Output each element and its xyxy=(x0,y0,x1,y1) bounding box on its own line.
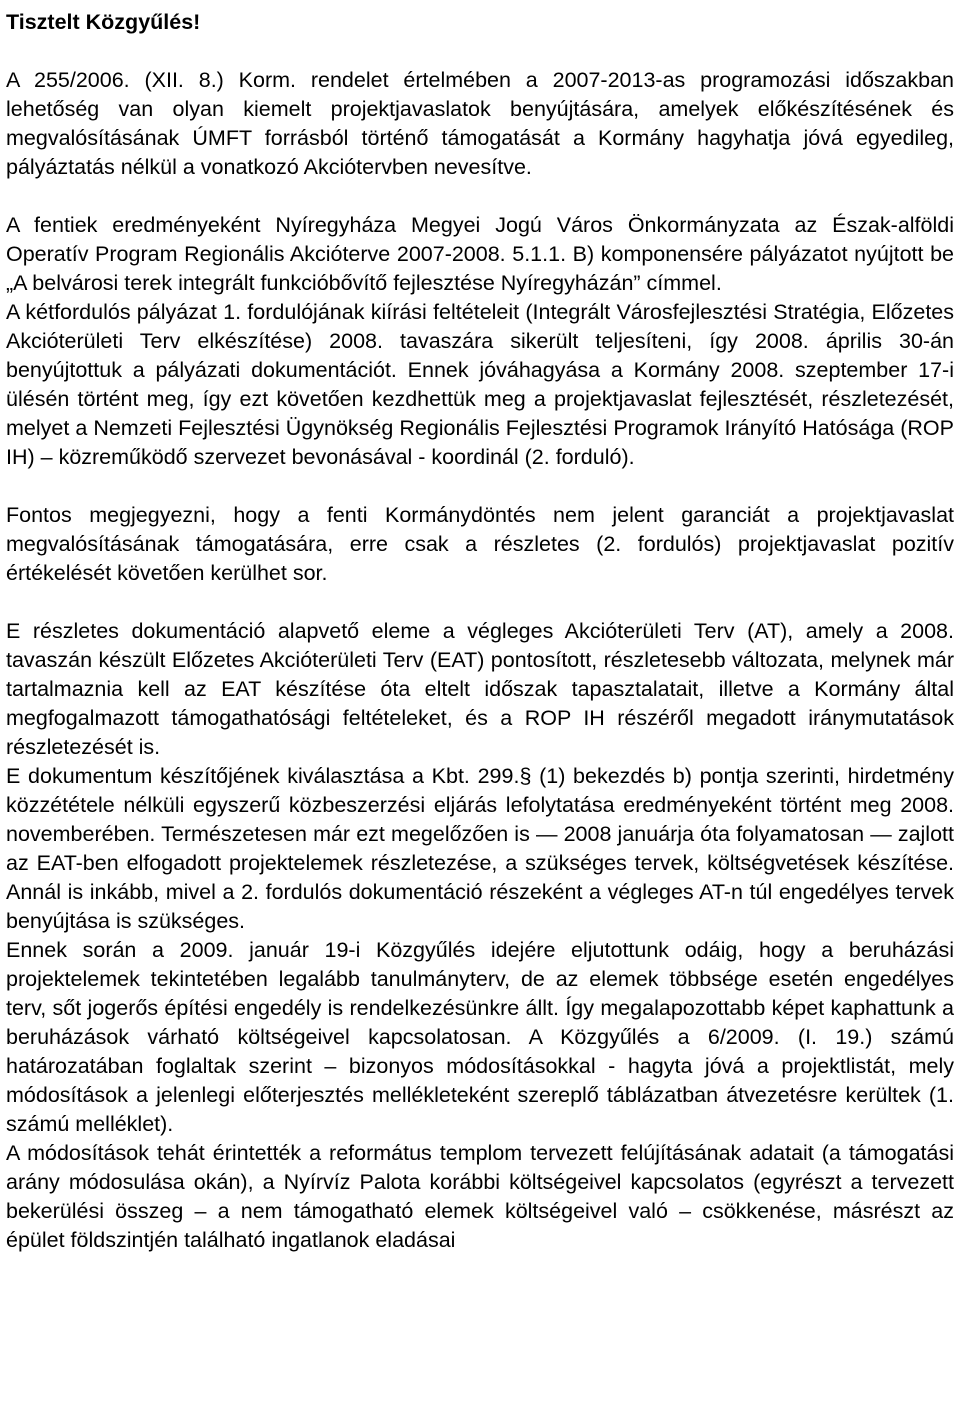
paragraph-spacer xyxy=(6,588,954,617)
paragraph-two-round-tender: A kétfordulós pályázat 1. fordulójának kiírási feltételeit (Integrált Városfejlesztési Stratégia, Előzetes Akcióterületi Terv elkészítése) 2008. tavaszára sikerült teljesíteni, így 2008. április 30-án benyújtottuk a pályázati dokumentációt. Ennek jóváhagyása a Kormány 2008. szeptember 17-i ülésén történt meg, így ezt követően kezdhettük meg a projektjavaslat fejlesztését, részletezését, melyet a Nemzeti Fejlesztési Ügynökség Regionális Fejlesztési Programok Irányító Hatósága (ROP IH) – közreműködő szervezet bevonásával - koordinál (2. forduló). xyxy=(6,300,954,469)
paragraph-regulation: A 255/2006. (XII. 8.) Korm. rendelet értelmében a 2007-2013-as programozási időszakban lehetőség van olyan kiemelt projektjavaslatok benyújtására, amelyek előkészítésének és megvalósításának ÚMFT forrásból történő támogatását a Kormány hagyhatja jóvá egyedileg, pályáztatás nélkül a vonatkozó Akciótervben nevesítve. xyxy=(6,68,954,179)
paragraph-action-area-plan: E részletes dokumentáció alapvető eleme a végleges Akcióterületi Terv (AT), amely a 2008. tavaszán készült Előzetes Akcióterületi Terv (EAT) pontosított, részletesebb változata, melynek már tartalmaznia kell az EAT készítése óta eltelt időszak tapasztalatait, illetve a Kormány által megfogalmazott támogathatósági feltételeket, és a ROP IH részéről megadott iránymutatások részletezését is. xyxy=(6,619,954,759)
paragraph-modifications: A módosítások tehát érintették a református templom tervezett felújításának adatait (a támogatási arány módosulása okán), a Nyírvíz Palota korábbi költségeivel kapcsolatos (egyrészt a tervezett bekerülési összeg – a nem támogatható elemek költségeivel való – csökkenése, másrészt az épület földszintjén található ingatlanok eladásai xyxy=(6,1141,954,1252)
paragraph-spacer xyxy=(6,182,954,211)
paragraph-spacer xyxy=(6,472,954,501)
document-heading: Tisztelt Közgyűlés! xyxy=(6,10,201,34)
paragraph-important-note: Fontos megjegyezni, hogy a fenti Kormánydöntés nem jelent garanciát a projektjavaslat megvalósításának támogatására, erre csak a részletes (2. fordulós) projektjavaslat pozitív értékelését követően kerülhet sor. xyxy=(6,503,954,585)
paragraph-application: A fentiek eredményeként Nyíregyháza Megyei Jogú Város Önkormányzata az Észak-alföldi Operatív Program Regionális Akcióterve 2007-2008. 5.1.1. B) komponensére pályázatot nyújtott be „A belvárosi terek integrált funkcióbővítő fejlesztése Nyíregyházán” címmel. xyxy=(6,213,954,295)
paragraph-assembly-decision: Ennek során a 2009. január 19-i Közgyűlés idejére eljutottunk odáig, hogy a beruházási projektelemek tekintetében legalább tanulmányterv, de az elemek többsége esetén engedélyes terv, sőt jogerős építési engedély is rendelkezésünkre állt. Így megalapozottabb képet kaphattunk a beruházások várható költségeivel kapcsolatosan. A Közgyűlés a 6/2009. (I. 19.) számú határozatában foglaltak szerint – bizonyos módosításokkal - hagyta jóvá a projektlistát, mely módosítások a jelenlegi előterjesztés mellékleteként szereplő táblázatban átvezetésre kerültek (1. számú melléklet). xyxy=(6,938,954,1136)
paragraph-procurement: E dokumentum készítőjének kiválasztása a Kbt. 299.§ (1) bekezdés b) pontja szerinti, hirdetmény közzététele nélküli egyszerű közbeszerzési eljárás lefolytatása eredményeként történt meg 2008. novemberében. Természetesen már ezt megelőzően is — 2008 januárja óta folyamatosan — zajlott az EAT-ben elfogadott projektelemek részletezése, a szükséges tervek, költségvetések készítése. Annál is inkább, mivel a 2. fordulós dokumentáció részeként a végleges AT-n túl engedélyes tervek benyújtása is szükséges. xyxy=(6,764,954,933)
